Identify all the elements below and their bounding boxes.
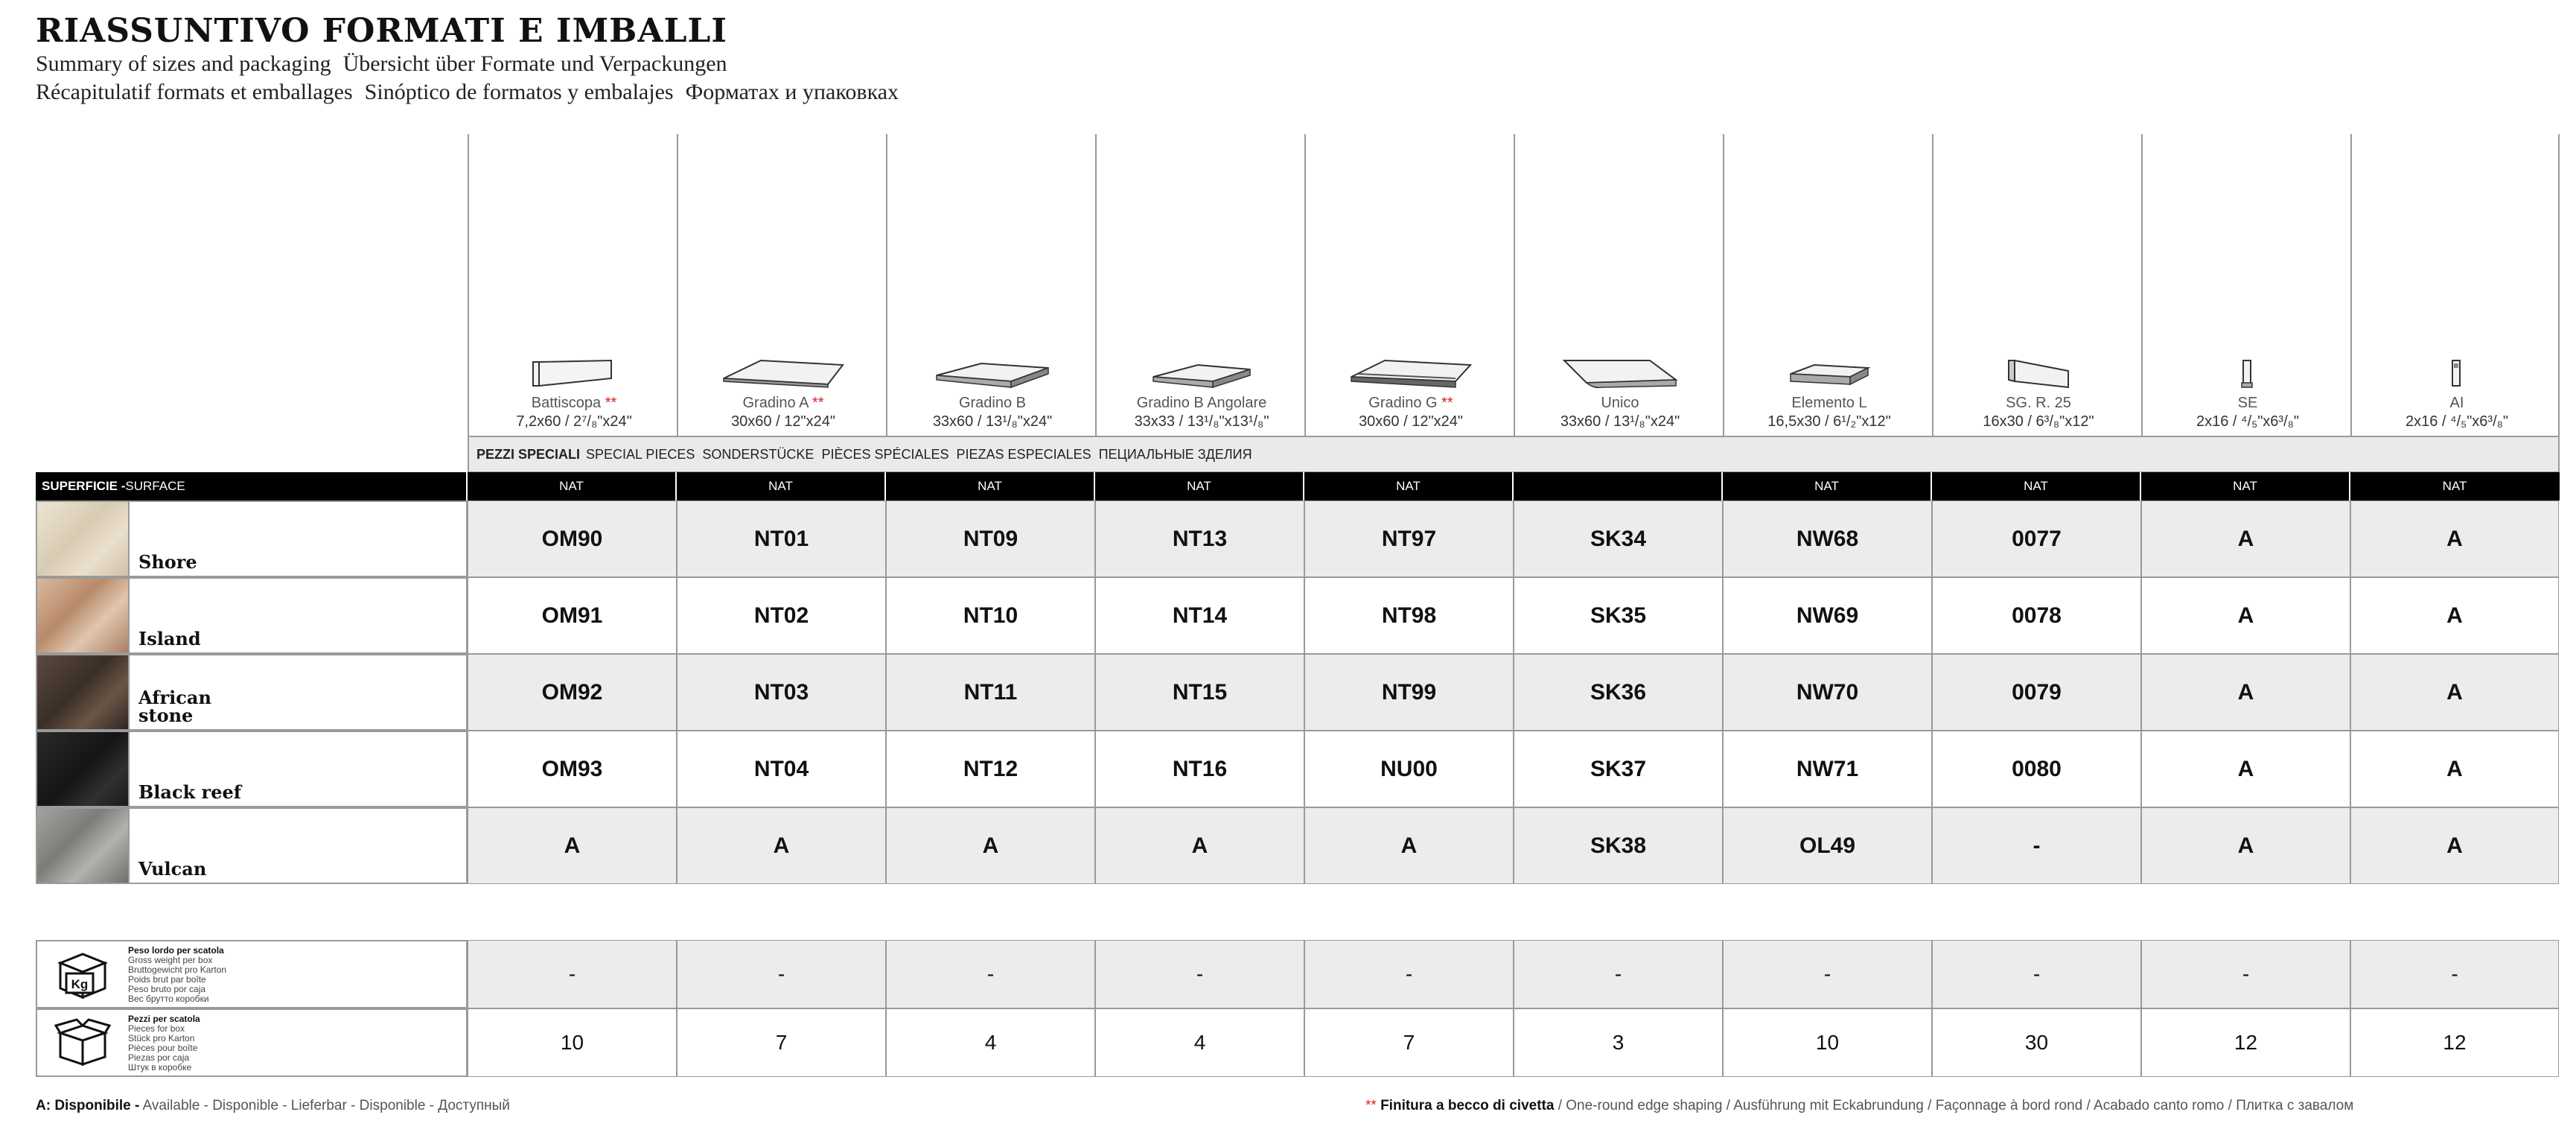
code-cell: A — [1095, 807, 1304, 884]
weight-label-line: Peso bruto por caja — [128, 984, 206, 994]
elemento-l-icon — [1785, 358, 1874, 390]
code-cell: A — [886, 807, 1095, 884]
subtitle-ru: Форматах и упаковках — [685, 80, 899, 104]
footer-finish-rest: / One-round edge shaping / Ausführung mit Eckabrundung / Façonnage à bord rond / Acabado canto romo / Плитка с завалом — [1554, 1098, 2354, 1113]
code-cell: A — [2350, 577, 2559, 654]
code-cell: NT02 — [677, 577, 886, 654]
footer-finish-note — [1365, 1098, 2353, 1114]
open-box-icon — [37, 1010, 128, 1075]
surface-header-lead: SUPERFICIE - — [42, 479, 126, 493]
piece-star: ** — [605, 395, 617, 411]
pieces-value: 3 — [1514, 1008, 1723, 1077]
piece-name: Gradino A — [742, 395, 809, 411]
table-row-black-reef — [36, 731, 2559, 807]
piece-size: 30x60 / 12"x24" — [731, 413, 835, 430]
weight-value: - — [2350, 940, 2559, 1008]
code-cell: NT04 — [677, 731, 886, 807]
code-cell: 0080 — [1932, 731, 2141, 807]
piece-gradino-g — [1306, 358, 1516, 430]
subtitle-fr: Récapitulatif formats et emballages — [36, 80, 353, 104]
pieces-value: 10 — [468, 1008, 677, 1077]
code-cell: NT97 — [1304, 500, 1514, 577]
piece-gradino-b-angolare — [1097, 358, 1307, 430]
unico-icon — [1557, 358, 1683, 390]
table-header-row — [36, 472, 2560, 500]
pieces-label — [36, 1008, 468, 1077]
pieces-row — [36, 1008, 2559, 1077]
code-cell: NT99 — [1304, 654, 1514, 731]
code-cell: SK34 — [1514, 500, 1723, 577]
piece-size: 2x16 / ⁴/₅"x6³/₈" — [2196, 413, 2300, 430]
code-cell: NT16 — [1095, 731, 1304, 807]
weight-label-text — [128, 941, 226, 1004]
weight-value: - — [468, 940, 677, 1008]
piece-sg-r-25 — [1933, 358, 2143, 430]
se-icon — [2233, 358, 2263, 390]
weight-value: - — [1304, 940, 1514, 1008]
gradino-a-icon — [716, 358, 850, 390]
pieces-value: 7 — [1304, 1008, 1514, 1077]
subtitle-line-2 — [36, 78, 911, 107]
code-cell: OM90 — [468, 500, 677, 577]
special-pieces-label: PIÈCES SPÉCIALES — [821, 446, 949, 462]
code-cell: A — [1304, 807, 1514, 884]
surface-name: Black reef — [138, 781, 242, 803]
code-cell: A — [2350, 731, 2559, 807]
finish-header: NAT — [2141, 472, 2350, 500]
special-pieces-label: SONDERSTÜCKE — [702, 446, 814, 462]
piece-name: Gradino B — [958, 395, 1027, 411]
code-cell: NT14 — [1095, 577, 1304, 654]
piece-size: 33x60 / 13¹/₈"x24" — [1560, 413, 1680, 430]
weight-label — [36, 940, 468, 1008]
pieces-label-text — [128, 1010, 200, 1072]
piece-name: Gradino B Angolare — [1136, 395, 1267, 411]
page-header — [36, 12, 911, 107]
code-cell: A — [2141, 654, 2350, 731]
pieces-label-line: Stück pro Karton — [128, 1033, 195, 1043]
table-row-vulcan — [36, 807, 2559, 884]
special-pieces-label: SPECIAL PIECES — [586, 446, 695, 462]
weight-label-line: Poids brut par boîte — [128, 974, 206, 985]
code-cell: SK38 — [1514, 807, 1723, 884]
pieces-value: 4 — [886, 1008, 1095, 1077]
surface-cell — [36, 807, 468, 884]
footer-availability-lead: A: Disponibile - — [36, 1098, 140, 1113]
finish-header: NAT — [677, 472, 886, 500]
piece-size: 16,5x30 / 6¹/₂"x12" — [1767, 413, 1891, 430]
surface-header — [36, 472, 468, 500]
piece-size: 33x60 / 13¹/₈"x24" — [932, 413, 1053, 430]
piece-unico — [1515, 358, 1725, 430]
code-cell: A — [677, 807, 886, 884]
surface-name: Vulcan — [138, 858, 207, 880]
piece-gradino-a — [678, 358, 888, 430]
code-cell: A — [2141, 577, 2350, 654]
footer-finish-lead: Finitura a becco di civetta — [1376, 1098, 1555, 1113]
surface-name: Island — [138, 628, 201, 649]
finish-header: NAT — [1723, 472, 1932, 500]
page-title: RIASSUNTIVO FORMATI E IMBALLI — [36, 12, 727, 50]
table-row-island — [36, 577, 2559, 654]
surface-swatch — [37, 579, 130, 652]
gradino-b-angolare-icon — [1146, 358, 1257, 390]
weight-label-line: Вес брутто коробки — [128, 994, 209, 1004]
pieces-value: 30 — [1932, 1008, 2141, 1077]
surface-swatch — [37, 732, 130, 806]
piece-ai — [2352, 358, 2562, 430]
weight-label-line: Bruttogewicht pro Karton — [128, 965, 227, 975]
code-cell: NT03 — [677, 654, 886, 731]
pieces-label-line: Piezas por caja — [128, 1052, 190, 1063]
piece-elemento-l — [1724, 358, 1934, 430]
code-cell: NT15 — [1095, 654, 1304, 731]
code-cell: 0079 — [1932, 654, 2141, 731]
surface-swatch — [37, 809, 130, 883]
pieces-value: 12 — [2141, 1008, 2350, 1077]
footer-star: ** — [1365, 1098, 1377, 1113]
code-cell: NT10 — [886, 577, 1095, 654]
code-cell: SK37 — [1514, 731, 1723, 807]
surface-header-sub: SURFACE — [125, 479, 185, 493]
code-cell: OM91 — [468, 577, 677, 654]
surface-name: Shore — [138, 551, 197, 573]
code-cell: NT98 — [1304, 577, 1514, 654]
surface-cell — [36, 731, 468, 807]
weight-value: - — [886, 940, 1095, 1008]
table-row-african-stone — [36, 654, 2559, 731]
footer-availability — [36, 1098, 510, 1114]
weight-label-lead: Peso lordo per scatola — [128, 945, 224, 956]
subtitle-en: Summary of sizes and packaging — [36, 51, 331, 76]
code-cell: NW71 — [1723, 731, 1932, 807]
gradino-b-icon — [929, 358, 1056, 390]
code-cell: A — [2350, 654, 2559, 731]
code-cell: A — [2141, 500, 2350, 577]
code-cell: A — [468, 807, 677, 884]
code-cell: - — [1932, 807, 2141, 884]
piece-name: Elemento L — [1791, 395, 1867, 411]
surface-swatch — [37, 502, 130, 576]
weight-label-line: Gross weight per box — [128, 955, 213, 965]
piece-name: AI — [2449, 395, 2464, 411]
code-cell: SK35 — [1514, 577, 1723, 654]
surface-cell — [36, 577, 468, 654]
code-cell: OM92 — [468, 654, 677, 731]
finish-header: NAT — [1304, 472, 1514, 500]
piece-size: 30x60 / 12"x24" — [1359, 413, 1463, 430]
weight-value: - — [1932, 940, 2141, 1008]
code-cell: NU00 — [1304, 731, 1514, 807]
code-cell: SK36 — [1514, 654, 1723, 731]
surface-cell — [36, 500, 468, 577]
surface-swatch — [37, 655, 130, 729]
code-cell: A — [2350, 807, 2559, 884]
code-cell: NT09 — [886, 500, 1095, 577]
weight-icon-text: Kg — [71, 977, 89, 991]
special-pieces-label: PIEZAS ESPECIALES — [956, 446, 1091, 462]
subtitle-line-1 — [36, 50, 911, 78]
pieces-label-line: Штук в коробке — [128, 1062, 192, 1072]
weight-value: - — [677, 940, 886, 1008]
code-cell: OL49 — [1723, 807, 1932, 884]
pieces-value: 4 — [1095, 1008, 1304, 1077]
pieces-value: 12 — [2350, 1008, 2559, 1077]
piece-name: SE — [2237, 395, 2258, 411]
battiscopa-icon — [529, 358, 619, 390]
piece-name: Battiscopa — [531, 395, 602, 411]
finish-header: NAT — [1932, 472, 2141, 500]
pieces-label-lead: Pezzi per scatola — [128, 1014, 200, 1024]
finish-header: NAT — [1095, 472, 1304, 500]
piece-size: 16x30 / 6³/₈"x12" — [1983, 413, 2094, 430]
finish-header: NAT — [2442, 479, 2467, 493]
weight-value: - — [1095, 940, 1304, 1008]
finish-header: NAT — [468, 472, 677, 500]
code-cell: A — [2141, 807, 2350, 884]
piece-gradino-b — [887, 358, 1097, 430]
pieces-label-line: Pièces pour boîte — [128, 1043, 198, 1053]
subtitle-de: Übersicht über Formate und Verpackungen — [342, 51, 727, 76]
piece-name: SG. R. 25 — [2006, 395, 2071, 411]
piece-star: ** — [1441, 395, 1453, 411]
code-cell: NT11 — [886, 654, 1095, 731]
piece-size: 33x33 / 13¹/₈"x13¹/₈" — [1134, 413, 1269, 430]
special-pieces-label: ПЕЦИАЛЬНЫЕ ЗДЕЛИЯ — [1098, 446, 1252, 462]
code-cell: 0078 — [1932, 577, 2141, 654]
piece-name: Unico — [1601, 395, 1639, 411]
piece-size: 7,2x60 / 2⁷/₈"x24" — [516, 413, 632, 430]
code-cell: 0077 — [1932, 500, 2141, 577]
piece-size: 2x16 / ⁴/₅"x6³/₈" — [2405, 413, 2509, 430]
piece-name: Gradino G — [1368, 395, 1438, 411]
sg-r-25-icon — [1994, 358, 2083, 390]
code-cell: NT01 — [677, 500, 886, 577]
code-cell: OM93 — [468, 731, 677, 807]
piece-star: ** — [812, 395, 824, 411]
gradino-g-icon — [1344, 358, 1478, 390]
surface-cell — [36, 654, 468, 731]
piece-se — [2143, 358, 2353, 430]
code-cell: NW69 — [1723, 577, 1932, 654]
finish-header: NAT — [886, 472, 1095, 500]
code-cell: NT12 — [886, 731, 1095, 807]
weight-value: - — [2141, 940, 2350, 1008]
weight-row — [36, 940, 2559, 1008]
code-cell: NT13 — [1095, 500, 1304, 577]
piece-battiscopa — [469, 358, 679, 430]
special-pieces-lead: PEZZI SPECIALI — [476, 446, 581, 462]
weight-box-icon — [37, 941, 128, 1007]
weight-value: - — [1514, 940, 1723, 1008]
code-cell: NW70 — [1723, 654, 1932, 731]
footer-availability-rest: Available - Disponible - Lieferbar - Disponible - Доступный — [139, 1098, 510, 1113]
pieces-value: 10 — [1723, 1008, 1932, 1077]
special-pieces-band — [468, 436, 2560, 473]
code-cell: A — [2350, 500, 2559, 577]
finish-header — [1514, 472, 1723, 500]
code-cell: NW68 — [1723, 500, 1932, 577]
pieces-value: 7 — [677, 1008, 886, 1077]
ai-icon — [2442, 358, 2472, 390]
pieces-label-line: Pieces for box — [128, 1023, 185, 1034]
table-row-shore — [36, 500, 2559, 577]
weight-value: - — [1723, 940, 1932, 1008]
code-cell: A — [2141, 731, 2350, 807]
subtitle-es: Sinóptico de formatos y embalajes — [364, 80, 674, 104]
surface-name: African stone — [138, 687, 211, 726]
